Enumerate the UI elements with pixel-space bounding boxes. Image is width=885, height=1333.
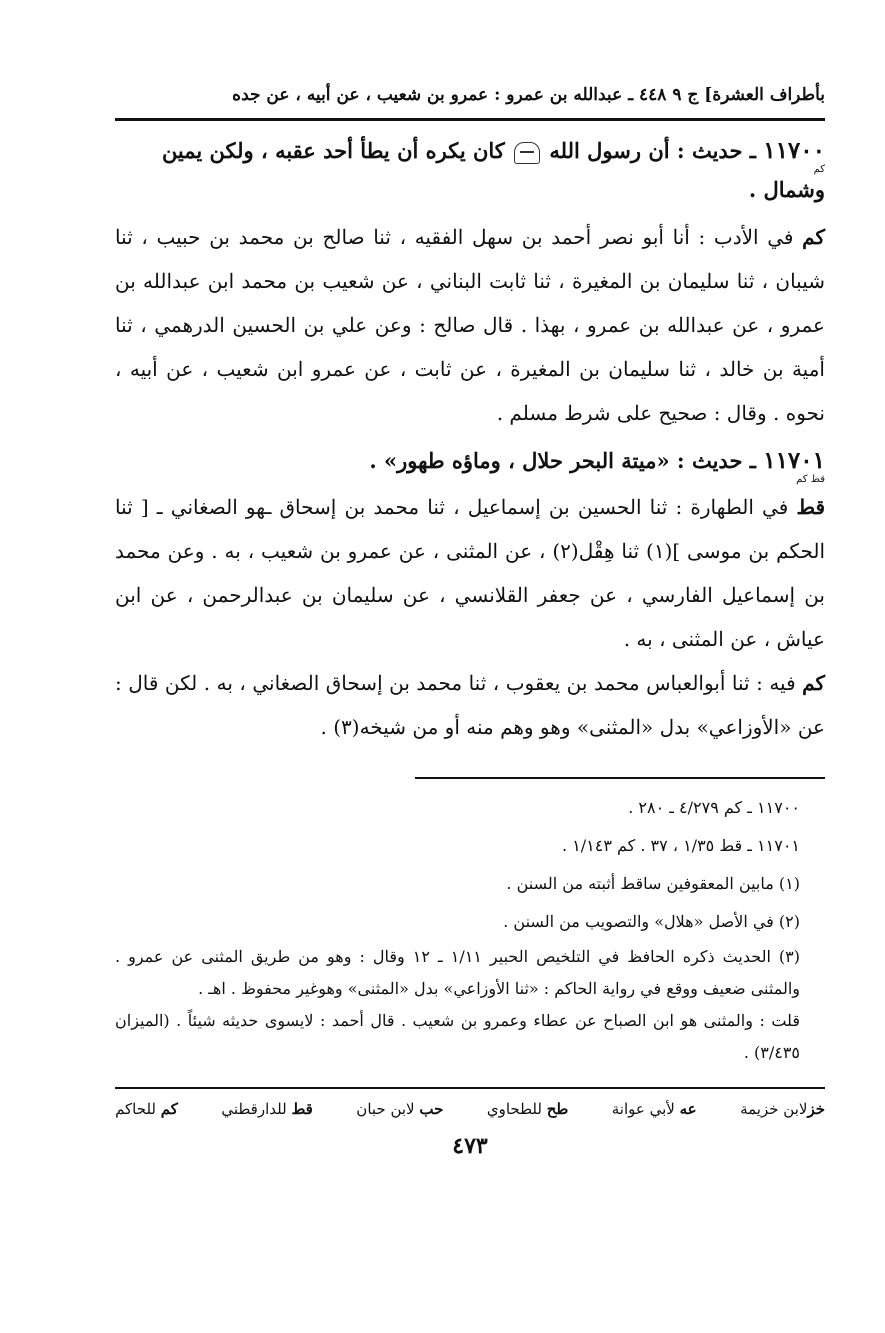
isnad-text: في الطهارة : ثنا الحسين بن إسماعيل ، ثنا محمد بن إسحاق ـهو الصغاني ـ [ ثنا الحكم بن موسى ](١) ثنا هِقْل(٢) ، عن المثنى ، عن عمرو بن شعيب ، به . وعن محمد بن إسماعيل الفارسي ، عن جعفر القلانسي ، عن سليمان بن عبدالرحمن ، عن ابن عياش ، عن المثنى ، به .	[115, 495, 826, 651]
salawat-honorific-icon	[514, 142, 540, 164]
isnad-paragraph	[115, 661, 825, 749]
footnote: (٢) في الأصل «هلال» والتصويب من السنن .	[503, 912, 800, 931]
bottom-rule	[115, 1087, 825, 1089]
source-abbrev: كم	[802, 671, 825, 695]
source-abbrev: كم	[802, 225, 825, 249]
footnote-separator	[415, 777, 825, 779]
running-header: بأطراف العشرة] ج ٩ ٤٤٨ ـ عبدالله بن عمرو : عمرو بن شعيب ، عن أبيه ، عن جده	[115, 78, 825, 121]
hadith-number: ١١٧٠١	[763, 447, 825, 474]
hadith-text-end: وشمال .	[748, 177, 825, 202]
hadith-title	[115, 443, 825, 479]
abbrev-item: عه لأبي عوانة	[611, 1100, 697, 1118]
abbrev-item: كم للحاكم	[115, 1100, 178, 1118]
hadith-11700	[115, 133, 825, 435]
book-page	[115, 78, 825, 1159]
footnote: (١) مابين المعقوفين ساقط أثبته من السنن .	[506, 874, 800, 893]
isnad-text: في الأدب : أنا أبو نصر أحمد بن سهل الفقيه ، ثنا صالح بن محمد بن حبيب ، ثنا شيبان ، ثنا سليمان بن المغيرة ، ثنا ثابت البناني ، عن شعيب بن محمد ابن عبدالله بن عمرو ، عن عبدالله بن عمرو ، بهذا . قال صالح : وعن علي بن الحسين الدرهمي ، ثنا أمية بن خالد ، ثنا سليمان بن المغيرة ، عن ثابت ، عن عمرو ابن شعيب ، عن أبيه ، نحوه . وقال : صحيح على شرط مسلم .	[115, 225, 825, 425]
hadith-text: «ميتة البحر حلال ، وماؤه طهور» .	[369, 448, 670, 473]
footnote: (٣) الحديث ذكره الحافظ في التلخيص الحبير ١/١١ ـ ١٢ وقال : وهو من طريق المثنى عن عمرو . والمثنى ضعيف ووقع في رواية الحاكم : «ثنا الأوزاعي» بدل «المثنى» وهوغير محفوظ . اهـ .	[115, 947, 801, 998]
isnad-text: فيه : ثنا أبوالعباس محمد بن يعقوب ، ثنا محمد بن إسحاق الصغاني ، به . لكن قال : عن «الأوزاعي» بدل «المثنى» وهو وهم منه أو من شيخه(٣) .	[115, 671, 825, 739]
footnote-ref: ١١٧٠٠ ـ كم ٤/٢٧٩ ـ ٢٨٠ .	[628, 798, 800, 817]
hadith-text-cont: كان يكره أن يطأ أحد عقبه ، ولكن يمين	[161, 138, 513, 163]
page-number: ٤٧٣	[452, 1133, 488, 1159]
abbrev-item: قط للدارقطني	[221, 1100, 313, 1118]
hadith-11701	[115, 443, 825, 749]
abbrev-item: خزلابن خزيمة	[740, 1100, 825, 1118]
isnad-paragraph	[115, 485, 825, 661]
abbrev-item: حب لابن حبان	[356, 1100, 444, 1118]
abbreviation-key	[115, 1095, 825, 1123]
source-abbrev: قط	[796, 495, 825, 519]
footnotes	[115, 789, 825, 1069]
hadith-number: ١١٧٠٠	[763, 137, 825, 164]
source-sigla: كم	[813, 164, 825, 175]
footnote-cont: قلت : والمثنى هو ابن الصباح عن عطاء وعمرو بن شعيب . قال أحمد : لايسوى حديثه شيئاً . (الميزان ٣/٤٣٥) .	[115, 1011, 800, 1062]
hadith-label: ـ حديث :	[669, 448, 764, 473]
hadith-text: أن رسول الله	[549, 138, 670, 163]
isnad-paragraph	[115, 215, 825, 435]
hadith-label: ـ حديث :	[669, 138, 764, 163]
hadith-title	[115, 133, 825, 169]
source-sigla: قط كم	[796, 474, 825, 485]
abbrev-item: طح للطحاوي	[486, 1100, 569, 1118]
footnote-ref: ١١٧٠١ ـ قط ١/٣٥ ، ٣٧ . كم ١/١٤٣ .	[562, 836, 800, 855]
